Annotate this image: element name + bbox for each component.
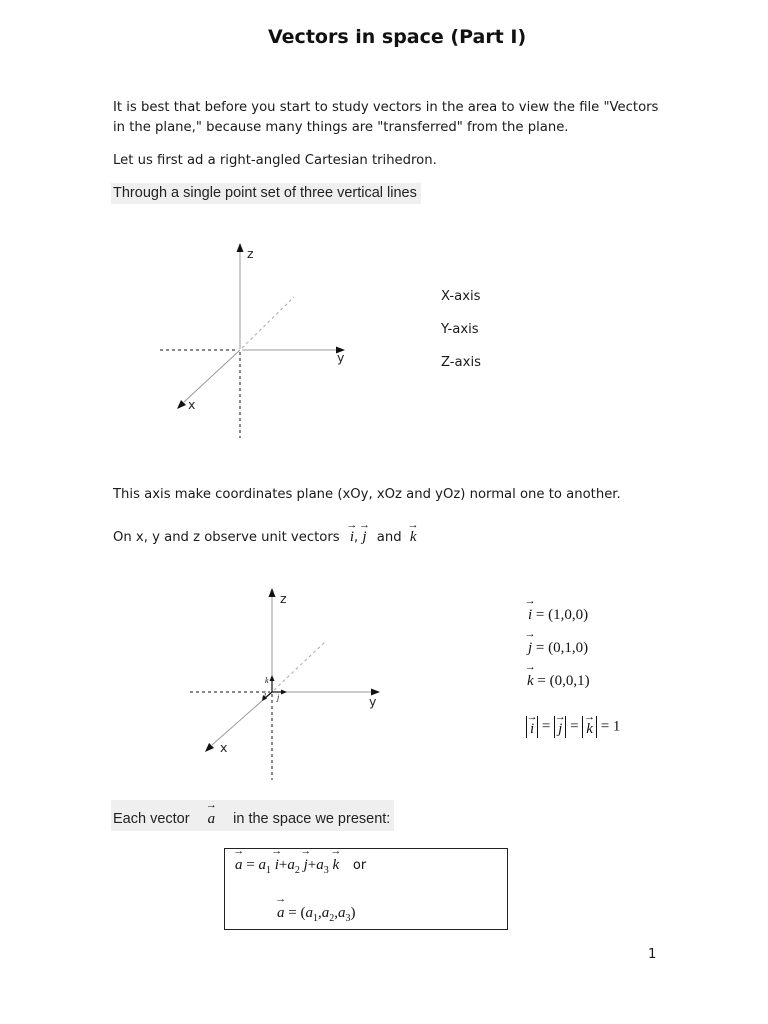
f2-sub1: 1 bbox=[312, 913, 318, 924]
f1-i: → i bbox=[275, 857, 279, 874]
f2-c2: , bbox=[334, 905, 338, 921]
norm-j-symbol: → j bbox=[558, 716, 562, 742]
vector-a-symbol: → a bbox=[208, 811, 216, 828]
fig1-z-label: z bbox=[247, 246, 254, 261]
def-i bbox=[528, 607, 588, 624]
fig2-small-j-label: j bbox=[277, 693, 280, 702]
fig1-y-label: y bbox=[337, 350, 345, 365]
f1-a: → a bbox=[235, 857, 243, 874]
in-space-text: in the space we present: bbox=[233, 811, 391, 827]
norm-eq-3: = bbox=[600, 718, 610, 735]
z-axis-arrowhead bbox=[269, 588, 276, 597]
unit-vectors-figure bbox=[0, 0, 1, 1]
def-j-value: = (0,1,0) bbox=[535, 640, 589, 656]
unit-k-arrowhead bbox=[270, 675, 275, 681]
planes-sentence: This axis make coordinates plane (xOy, xOz and yOz) normal one to another. bbox=[113, 487, 621, 502]
highlight-each-vector bbox=[111, 800, 394, 831]
f1-plus1: + bbox=[278, 857, 288, 873]
f1-a2: a bbox=[287, 857, 295, 873]
def-i-symbol: → i bbox=[528, 607, 532, 624]
f2-sub3: 3 bbox=[345, 913, 351, 924]
unit-j-arrowhead bbox=[281, 690, 287, 695]
f2-c1: , bbox=[317, 905, 322, 921]
vector-j-symbol: → j bbox=[362, 527, 366, 547]
fig2-y-label: y bbox=[369, 694, 377, 709]
vector-i-symbol: → i bbox=[350, 527, 354, 547]
norm-eq-2: = bbox=[570, 718, 579, 735]
vector-k-symbol: → k bbox=[410, 527, 417, 547]
z-axis-arrowhead bbox=[237, 243, 244, 252]
def-j bbox=[528, 640, 588, 657]
f1-a3: a bbox=[316, 857, 324, 873]
f1-eq: = bbox=[246, 857, 255, 873]
norm-k-symbol: → k bbox=[586, 716, 593, 742]
page-title: Vectors in space (Part I) bbox=[268, 26, 527, 48]
x-axis-line bbox=[184, 350, 240, 402]
intro-line-3: Let us first ad a right-angled Cartesian trihedron. bbox=[113, 153, 437, 168]
norm-eq-1: = bbox=[541, 718, 551, 735]
x-axis-negative bbox=[242, 297, 294, 348]
each-vector-text: Each vector bbox=[113, 811, 190, 827]
f2-a: → a bbox=[277, 905, 285, 922]
f2-a2: a bbox=[321, 905, 330, 921]
f1-sub3: 3 bbox=[323, 865, 329, 876]
f2-open: ( bbox=[300, 905, 306, 921]
and-word: and bbox=[376, 530, 402, 545]
f1-plus2: + bbox=[307, 857, 317, 873]
unit-vectors-prefix: On x, y and z observe unit vectors bbox=[113, 530, 340, 545]
f2-sub2: 2 bbox=[329, 913, 335, 924]
fig2-x-label: x bbox=[220, 740, 228, 755]
def-j-symbol: → j bbox=[528, 640, 532, 657]
f1-k: → k bbox=[333, 857, 340, 874]
norm-one: 1 bbox=[612, 718, 621, 735]
fig2-z-label: z bbox=[280, 591, 287, 606]
norm-i-symbol: → i bbox=[530, 716, 534, 742]
comma: , bbox=[354, 530, 359, 545]
f1-a1: a bbox=[258, 857, 266, 873]
def-k bbox=[527, 673, 590, 690]
unit-vectors-sentence bbox=[113, 527, 416, 548]
def-k-symbol: → k bbox=[527, 673, 534, 690]
f2-close: ) bbox=[350, 905, 356, 921]
formula-line-2 bbox=[277, 905, 355, 924]
f1-j: → j bbox=[304, 857, 308, 874]
f1-sub1: 1 bbox=[265, 865, 271, 876]
fig2-small-k-label: k bbox=[265, 676, 269, 685]
legend-z-axis: Z-axis bbox=[441, 355, 481, 370]
fig1-x-label: x bbox=[188, 397, 196, 412]
intro-line-2: in the plane," because many things are "transferred" from the plane. bbox=[113, 120, 569, 135]
def-i-value: = (1,0,0) bbox=[535, 607, 589, 623]
formula-line-1 bbox=[235, 857, 366, 876]
x-axis-negative bbox=[274, 641, 326, 690]
f1-sub2: 2 bbox=[294, 865, 300, 876]
f1-or: or bbox=[352, 858, 367, 873]
legend-x-axis: X-axis bbox=[441, 289, 481, 304]
f2-eq: = bbox=[288, 905, 297, 921]
page-number: 1 bbox=[648, 947, 657, 962]
f2-a3: a bbox=[337, 905, 346, 921]
intro-line-1: It is best that before you start to study vectors in the area to view the file "Vectors bbox=[113, 100, 659, 115]
def-k-value: = (0,0,1) bbox=[537, 673, 590, 689]
fig2-small-i-label: i bbox=[264, 690, 267, 699]
f2-a1: a bbox=[305, 905, 313, 921]
legend-y-axis: Y-axis bbox=[441, 322, 479, 337]
norm-equality bbox=[526, 716, 620, 738]
highlight-three-lines: Through a single point set of three vertical lines bbox=[111, 183, 421, 204]
